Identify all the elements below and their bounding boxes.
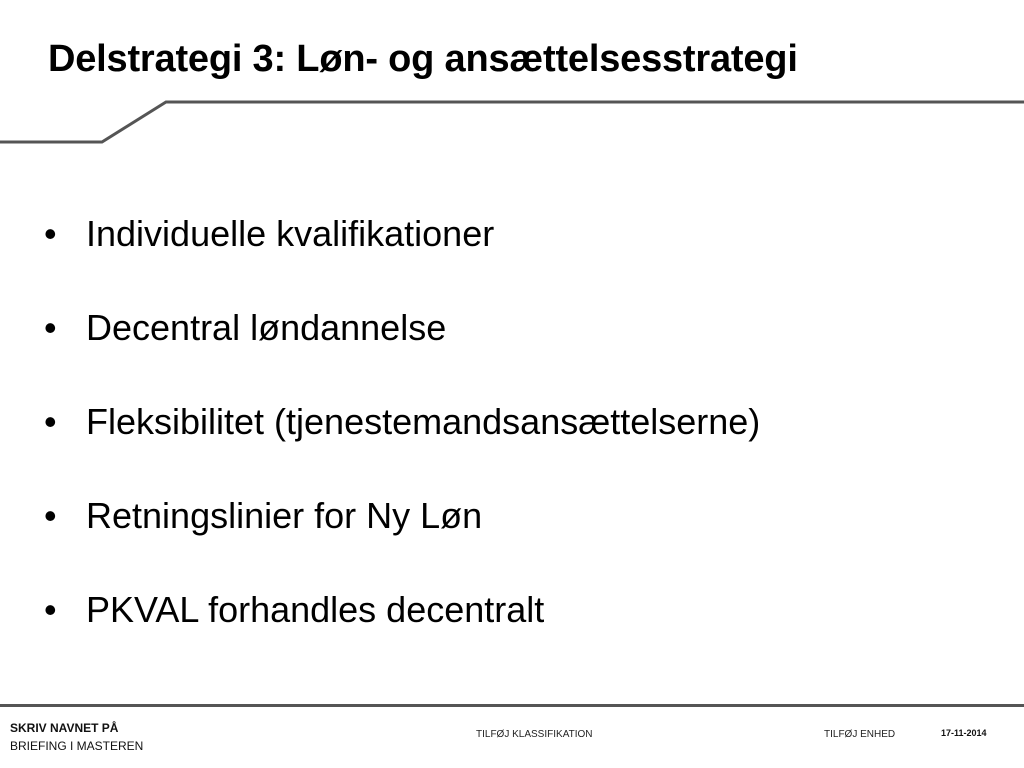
bullet-text: Individuelle kvalifikationer	[86, 213, 495, 254]
bullet-item	[44, 210, 760, 258]
bullet-text: Retningslinier for Ny Løn	[86, 495, 483, 536]
bullet-icon: •	[44, 307, 57, 348]
footer-divider	[0, 704, 1024, 707]
bullet-item	[44, 492, 760, 540]
bullet-icon: •	[44, 495, 57, 536]
footer-briefing-label: BRIEFING I MASTEREN	[10, 739, 144, 753]
bullet-icon: •	[44, 213, 57, 254]
bullet-icon: •	[44, 589, 57, 630]
title-divider	[0, 96, 1024, 148]
bullet-list	[44, 210, 760, 680]
footer-classification: TILFØJ KLASSIFIKATION	[476, 729, 593, 740]
bullet-item	[44, 304, 760, 352]
bullet-item	[44, 586, 760, 634]
bullet-icon: •	[44, 401, 57, 442]
bullet-item	[44, 398, 760, 446]
slide-title: Delstrategi 3: Løn- og ansættelsesstrategi	[48, 38, 798, 80]
bullet-text: Fleksibilitet (tjenestemandsansættelserne)	[86, 401, 761, 442]
bullet-text: PKVAL forhandles decentralt	[86, 589, 545, 630]
bullet-text: Decentral løndannelse	[86, 307, 447, 348]
footer-date: 17-11-2014	[941, 728, 987, 738]
footer-presenter-name: SKRIV NAVNET PÅ	[10, 721, 119, 735]
footer-unit: TILFØJ ENHED	[824, 729, 896, 740]
